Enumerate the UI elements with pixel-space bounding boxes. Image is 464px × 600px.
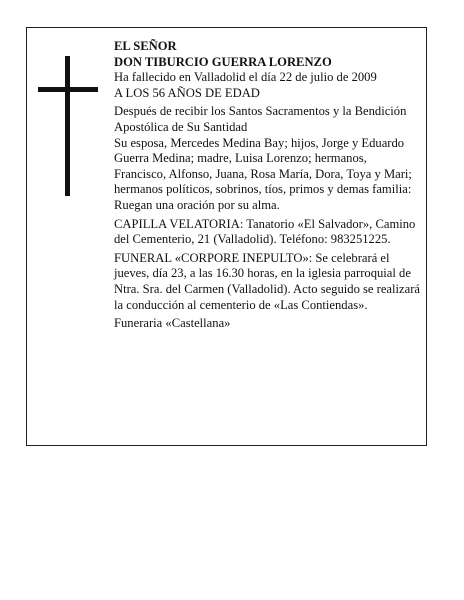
death-announcement: Ha fallecido en Valladolid el día 22 de julio de 2009 [114,70,377,85]
prayer-line: Ruegan una oración por su alma. [114,197,280,212]
funeral-paragraph: FUNERAL «CORPORE INEPULTO»: Se celebrará el jueves, día 23, a las 16.30 horas, en la iglesia parroquial de Ntra. Sra. del Carmen (Valladolid). Acto seguido se realizará la conducción al cementerio de «Las Contiendas». [114,250,420,312]
chapel-paragraph: CAPILLA VELATORIA: Tanatorio «El Salvador», Camino del Cementerio, 21 (Valladolid). Teléfono: 983251225. [114,216,416,247]
cross-horizontal-bar [38,87,98,92]
deceased-name: DON TIBURCIO GUERRA LORENZO [114,54,332,69]
sacraments-paragraph: Después de recibir los Santos Sacramentos y la Bendición Apostólica de Su Santidad [114,104,407,134]
cross-vertical-bar [65,56,70,196]
funeral-home-line: Funeraria «Castellana» [114,316,231,331]
title-line-1: EL SEÑOR [114,39,177,53]
age-line: A LOS 56 AÑOS DE EDAD [114,85,260,100]
family-paragraph: Su esposa, Mercedes Medina Bay; hijos, Jorge y Eduardo Guerra Medina; madre, Luisa Lorenzo; hermanos, Francisco, Alfonso, Juana, Rosa María, Dora, Toya y Mari; hermanos políticos, sobrinos, tíos, primos y demas familia: [114,135,412,197]
obituary-text [114,39,420,332]
cross-icon [38,56,98,196]
